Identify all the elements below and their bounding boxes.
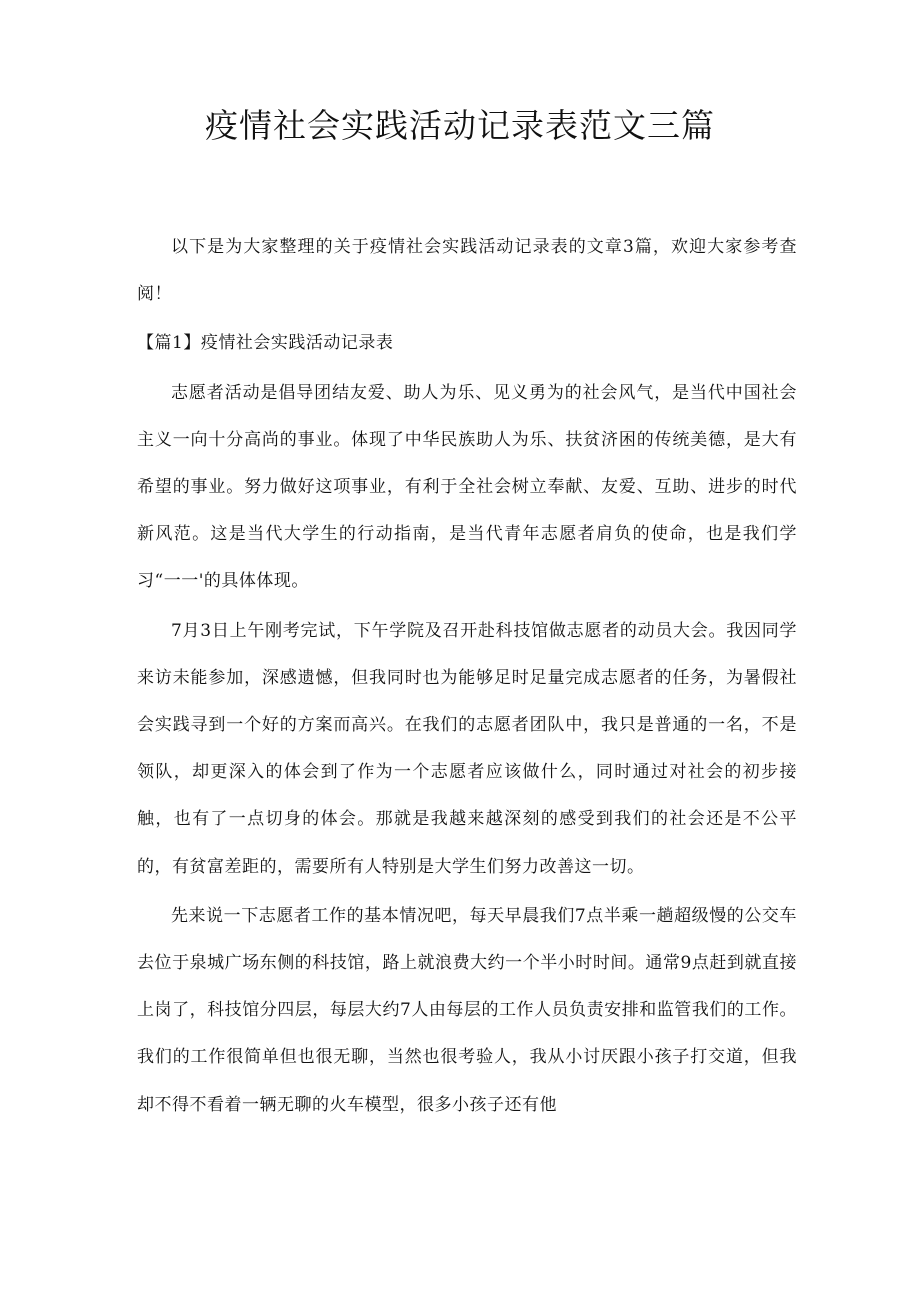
intro-paragraph: 以下是为大家整理的关于疫情社会实践活动记录表的文章3篇，欢迎大家参考查阅！: [137, 237, 797, 305]
body-paragraph-2: 7月3日上午刚考完试，下午学院及召开赴科技馆做志愿者的动员大会。我因同学来访未能参加，深感遗憾，但我同时也为能够足时足量完成志愿者的任务，为暑假社会实践寻到一个好的方案而高兴。在我们的志愿者团队中，我只是普通的一名，不是领队，却更深入的体会到了作为一个志愿者应该做什么，同时通过对社会的初步接触，也有了一点切身的体会。那就是我越来越深刻的感受到我们的社会还是不公平的，有贫富差距的，需要所有人特别是大学生们努力改善这一切。: [137, 620, 797, 877]
body-paragraph-1: 志愿者活动是倡导团结友爱、助人为乐、见义勇为的社会风气，是当代中国社会主义一向十分高尚的事业。体现了中华民族助人为乐、扶贫济困的传统美德，是大有希望的事业。努力做好这项事业，有利于全社会树立奉献、友爱、互助、进步的时代新风范。这是当代大学生的行动指南，是当代青年志愿者肩负的使命，也是我们学习“一一'的具体体现。: [137, 382, 797, 592]
document-body: [137, 224, 797, 1131]
document-title: 疫情社会实践活动记录表范文三篇: [205, 106, 715, 145]
section-heading: 【篇1】疫情社会实践活动记录表: [137, 333, 394, 354]
body-paragraph-3: 先来说一下志愿者工作的基本情况吧，每天早晨我们7点半乘一趟超级慢的公交车去位于泉城广场东侧的科技馆，路上就浪费大约一个半小时时间。通常9点赶到就直接上岗了，科技馆分四层，每层大约7人由每层的工作人员负责安排和监管我们的工作。我们的工作很简单但也很无聊，当然也很考验人，我从小讨厌跟小孩子打交道，但我却不得不看着一辆无聊的火车模型，很多小孩子还有他: [137, 905, 797, 1115]
